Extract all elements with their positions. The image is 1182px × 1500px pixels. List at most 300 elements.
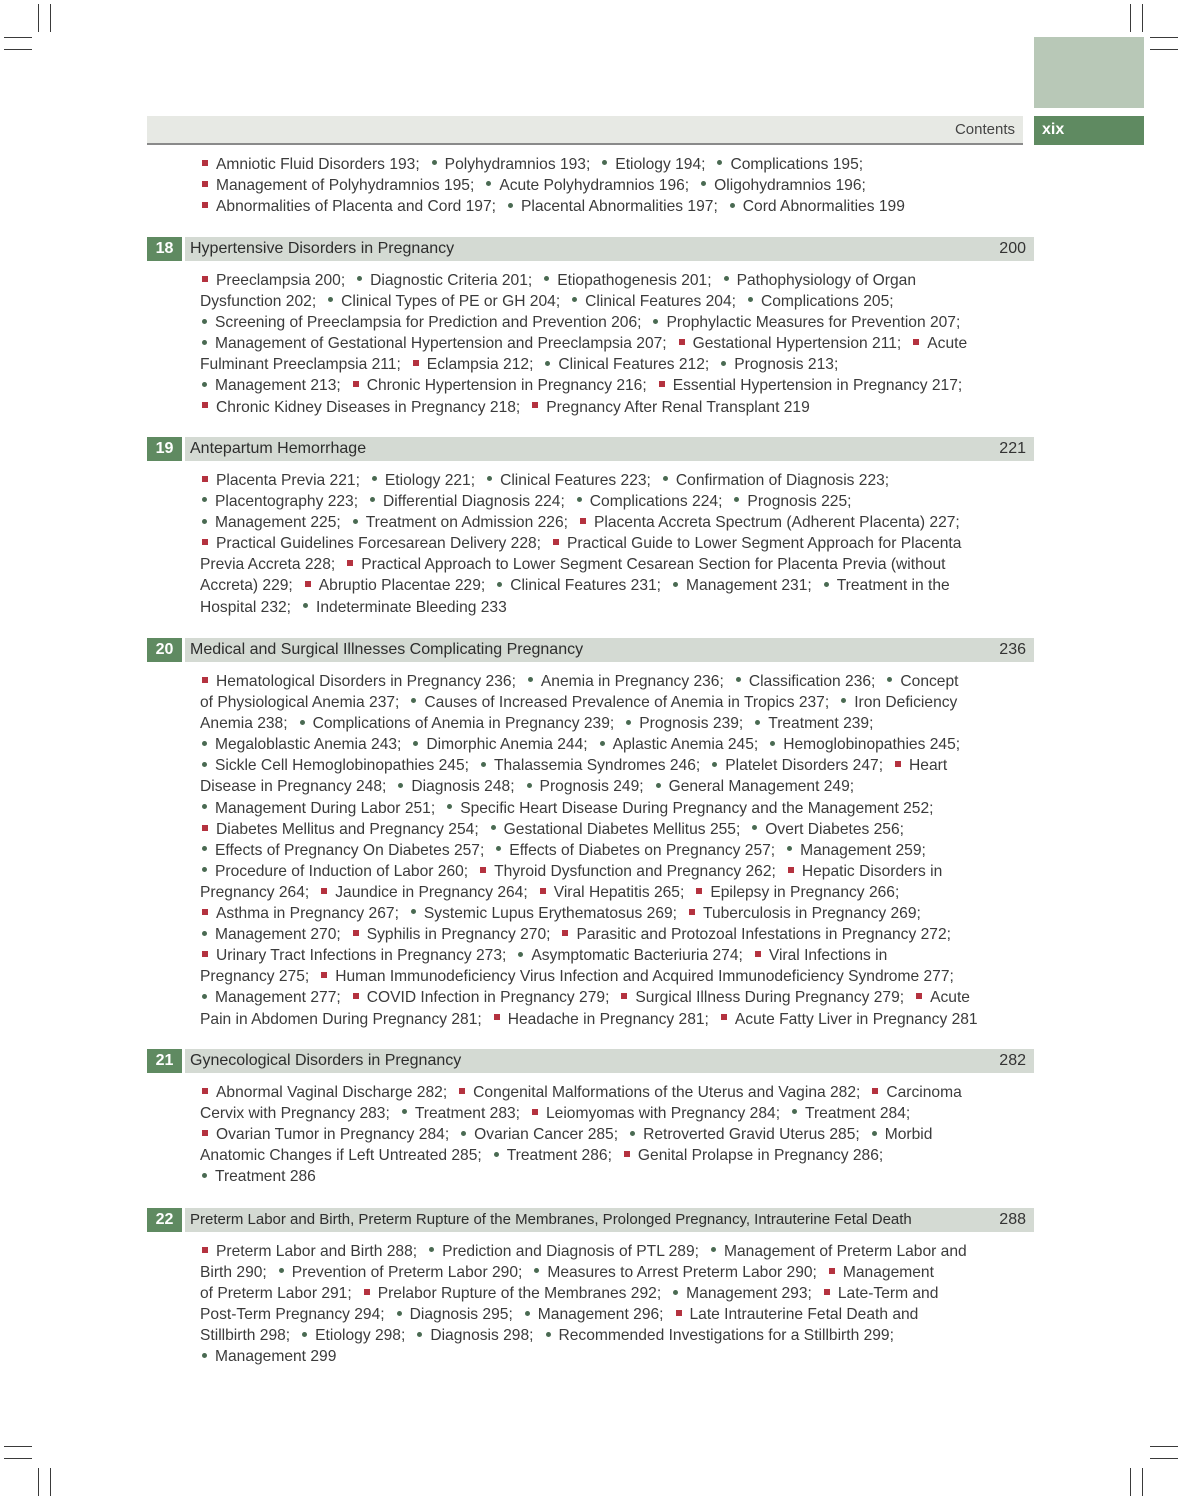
toc-entry: Acute Polyhydramnios 196; — [499, 177, 690, 195]
section-bullet-icon — [202, 825, 208, 831]
toc-entry-line — [200, 692, 1020, 713]
toc-entry-line — [200, 512, 1020, 533]
toc-entry: of Physiological Anemia 237; — [200, 694, 400, 712]
toc-entry: Etiopathogenesis 201; — [557, 272, 712, 289]
subsection-bullet-icon — [202, 762, 207, 767]
subsection-bullet-icon — [302, 1332, 307, 1337]
subsection-bullet-icon — [486, 181, 491, 186]
section-bullet-icon — [202, 951, 208, 957]
subsection-bullet-icon — [673, 1290, 678, 1295]
toc-entry: Tuberculosis in Pregnancy 269; — [703, 905, 921, 923]
subsection-bullet-icon — [545, 361, 550, 366]
toc-entry-line — [200, 734, 1020, 755]
subsection-bullet-icon — [673, 582, 678, 587]
toc-entry: Complications 224; — [589, 493, 723, 511]
crop-mark — [1150, 1446, 1178, 1447]
toc-entry: Headache in Pregnancy 281; — [507, 1010, 709, 1028]
toc-entry: Anatomic Changes if Left Untreated 285; — [200, 1147, 482, 1165]
subsection-bullet-icon — [770, 741, 775, 746]
toc-entry: Complications of Anemia in Pregnancy 239; — [312, 715, 615, 733]
subsection-bullet-icon — [487, 476, 492, 481]
toc-entry-line — [200, 554, 1020, 575]
toc-entry: Recommended Investigations for a Stillbirth 299; — [558, 1327, 894, 1345]
section-bullet-icon — [202, 1130, 208, 1136]
toc-entry: Preterm Labor and Birth 288; — [216, 1243, 418, 1260]
section-bullet-icon — [321, 972, 327, 978]
toc-entry: Diagnosis 295; — [409, 1306, 513, 1324]
section-bullet-icon — [532, 402, 538, 408]
subsection-bullet-icon — [202, 994, 207, 999]
section-bullet-icon — [202, 160, 208, 166]
toc-entry: Late-Term and — [837, 1285, 939, 1303]
subsection-bullet-icon — [787, 846, 792, 851]
toc-entry: Leiomyomas with Pregnancy 284; — [546, 1105, 781, 1123]
crop-mark — [50, 1468, 51, 1496]
toc-entry: Dysfunction 202; — [200, 293, 317, 311]
toc-entry-line — [200, 196, 1020, 217]
toc-entry: Thyroid Dysfunction and Pregnancy 262; — [494, 862, 776, 880]
section-bullet-icon — [553, 539, 559, 545]
subsection-bullet-icon — [653, 319, 658, 324]
toc-entry-line — [200, 533, 1020, 554]
section-bullet-icon — [202, 539, 208, 545]
section-label: Contents — [954, 121, 1015, 138]
section-bullet-icon — [696, 888, 702, 894]
toc-entry: Pregnancy 275; — [200, 968, 310, 986]
toc-entry: Stillbirth 298; — [200, 1327, 291, 1345]
subsection-bullet-icon — [397, 1311, 402, 1316]
toc-entry-line — [200, 903, 1020, 924]
toc-entry-line — [200, 1241, 1020, 1262]
subsection-bullet-icon — [202, 846, 207, 851]
toc-entry: Management of Gestational Hypertension and Preeclampsia 207; — [215, 335, 667, 353]
toc-entry-line — [200, 1304, 1020, 1325]
chapter-heading — [147, 437, 1034, 461]
toc-entry: Causes of Increased Prevalence of Anemia in Tropics 237; — [424, 694, 830, 712]
toc-entry: Procedure of Induction of Labor 260; — [215, 862, 469, 880]
toc-entry-line — [200, 1082, 1020, 1103]
toc-entry: Genital Prolapse in Pregnancy 286; — [637, 1147, 884, 1165]
chapter-heading — [147, 237, 1034, 261]
chapter-title-bar — [185, 437, 1034, 461]
toc-entry: Practical Approach to Lower Segment Cesarean Section for Placenta Previa (without — [361, 556, 946, 574]
subsection-bullet-icon — [663, 476, 668, 481]
chapter-title: Gynecological Disorders in Pregnancy — [190, 1052, 462, 1069]
chapter-title: Medical and Surgical Illnesses Complicating Pregnancy — [190, 641, 584, 658]
chapter-title-bar — [185, 1049, 1034, 1073]
subsection-bullet-icon — [546, 1332, 551, 1337]
toc-entry: Systemic Lupus Erythematosus 269; — [423, 905, 677, 923]
subsection-bullet-icon — [202, 382, 207, 387]
toc-entry: Cervix with Pregnancy 283; — [200, 1105, 390, 1123]
toc-entry-line — [200, 1103, 1020, 1124]
toc-entry: Ovarian Tumor in Pregnancy 284; — [216, 1126, 450, 1144]
subsection-bullet-icon — [432, 160, 437, 165]
toc-entry: Aplastic Anemia 245; — [612, 736, 759, 754]
toc-entry: Preeclampsia 200; — [216, 272, 346, 289]
subsection-bullet-icon — [372, 476, 377, 481]
toc-entry-line — [200, 776, 1020, 797]
chapter-number: 21 — [147, 1049, 182, 1073]
section-bullet-icon — [659, 381, 665, 387]
crop-mark — [38, 4, 39, 32]
toc-entry: Previa Accreta 228; — [200, 556, 336, 574]
subsection-bullet-icon — [734, 497, 739, 502]
subsection-bullet-icon — [544, 276, 549, 281]
toc-entry: Diagnosis 248; — [411, 778, 515, 796]
toc-entry: Prelabor Rupture of the Membranes 292; — [377, 1285, 662, 1303]
chapter-title-bar — [185, 638, 1034, 662]
subsection-bullet-icon — [755, 720, 760, 725]
page-number: xix — [1042, 121, 1065, 138]
subsection-bullet-icon — [370, 497, 375, 502]
subsection-bullet-icon — [721, 361, 726, 366]
toc-entry-line — [200, 945, 1020, 966]
subsection-bullet-icon — [202, 804, 207, 809]
toc-entry-line — [200, 1124, 1020, 1145]
toc-entry: Management of Polyhydramnios 195; — [216, 177, 475, 195]
toc-entry: Placental Abnormalities 197; — [521, 198, 718, 216]
toc-entry: Chronic Hypertension in Pregnancy 216; — [366, 377, 647, 395]
toc-entry-line — [200, 840, 1020, 861]
crop-mark — [50, 4, 51, 32]
toc-entry: Late Intrauterine Fetal Death and — [689, 1306, 919, 1324]
chapter-heading — [147, 1208, 1034, 1232]
section-bullet-icon — [788, 867, 794, 873]
section-bullet-icon — [321, 888, 327, 894]
toc-entry: Treatment 239; — [768, 715, 874, 733]
toc-entry-line — [200, 375, 1020, 396]
toc-entry: Anemia in Pregnancy 236; — [540, 673, 724, 690]
toc-entry: Complications 205; — [760, 293, 894, 311]
toc-entry-line — [200, 1009, 1020, 1030]
toc-entry: Diabetes Mellitus and Pregnancy 254; — [216, 820, 479, 838]
page-number-box — [1034, 116, 1144, 145]
toc-entry: Essential Hypertension in Pregnancy 217; — [672, 377, 963, 395]
toc-entry-line — [200, 861, 1020, 882]
toc-entry: Differential Diagnosis 224; — [383, 493, 565, 511]
toc-entry-line — [200, 1166, 1020, 1187]
section-bullet-icon — [202, 202, 208, 208]
subsection-bullet-icon — [497, 582, 502, 587]
toc-entry: Pathophysiology of Organ — [736, 272, 917, 289]
chapter-title-bar — [185, 1208, 1034, 1232]
toc-entry-line — [200, 987, 1020, 1008]
chapter-number: 20 — [147, 638, 182, 662]
toc-entry: Prophylactic Measures for Prevention 207; — [666, 314, 961, 332]
subsection-bullet-icon — [792, 1109, 797, 1114]
section-bullet-icon — [621, 993, 627, 999]
subsection-bullet-icon — [461, 1131, 466, 1136]
toc-entry: Eclampsia 212; — [426, 356, 534, 374]
chapter-entries — [200, 470, 1020, 618]
toc-entry: Treatment on Admission 226; — [365, 514, 568, 532]
toc-entry: Asymptomatic Bacteriuria 274; — [531, 947, 743, 965]
toc-entry: Specific Heart Disease During Pregnancy and the Management 252; — [460, 799, 934, 817]
crop-mark — [38, 1468, 39, 1496]
section-bullet-icon — [895, 761, 901, 767]
chapter-page: 288 — [999, 1211, 1026, 1228]
subsection-bullet-icon — [429, 1247, 434, 1252]
subsection-bullet-icon — [279, 1268, 284, 1273]
toc-entry: Fulminant Preeclampsia 211; — [200, 356, 401, 374]
toc-entry: Effects of Diabetes on Pregnancy 257; — [509, 841, 776, 859]
chapter-page: 221 — [999, 440, 1026, 457]
crop-mark — [4, 1446, 32, 1447]
subsection-bullet-icon — [202, 1173, 207, 1178]
chapter-number: 19 — [147, 437, 182, 461]
toc-entry: Morbid — [884, 1126, 933, 1144]
subsection-bullet-icon — [491, 825, 496, 830]
toc-entry: Management 259; — [800, 841, 926, 859]
toc-entry-line — [200, 470, 1020, 491]
chapter-page: 236 — [999, 641, 1026, 658]
subsection-bullet-icon — [411, 909, 416, 914]
section-bullet-icon — [202, 677, 208, 683]
section-bullet-icon — [347, 560, 353, 566]
toc-entry: Human Immunodeficiency Virus Infection and Acquired Immunodeficiency Syndrome 277; — [335, 968, 954, 986]
subsection-bullet-icon — [711, 1247, 716, 1252]
chapter-title-bar — [185, 237, 1034, 261]
toc-entry: Prevention of Preterm Labor 290; — [291, 1264, 523, 1282]
subsection-bullet-icon — [447, 804, 452, 809]
toc-entry: Platelet Disorders 247; — [725, 757, 884, 775]
toc-entry: Abnormalities of Placenta and Cord 197; — [216, 198, 496, 216]
toc-entry: Anemia 238; — [200, 715, 288, 733]
toc-entry: Pregnancy After Renal Transplant 219 — [546, 398, 810, 416]
subsection-bullet-icon — [572, 297, 577, 302]
toc-entry: Management 296; — [537, 1306, 664, 1324]
toc-entry: Etiology 298; — [315, 1327, 406, 1345]
toc-entry: Surgical Illness During Pregnancy 279; — [635, 989, 905, 1007]
toc-entry-line — [200, 291, 1020, 312]
toc-entry: Placentography 223; — [215, 493, 359, 511]
section-bullet-icon — [689, 909, 695, 915]
subsection-bullet-icon — [748, 297, 753, 302]
running-header — [147, 116, 1023, 145]
toc-entry: Clinical Features 231; — [510, 577, 662, 595]
toc-entry: Jaundice in Pregnancy 264; — [335, 883, 528, 901]
subsection-bullet-icon — [202, 519, 207, 524]
section-bullet-icon — [459, 1088, 465, 1094]
section-bullet-icon — [721, 1014, 727, 1020]
preamble-entries — [200, 154, 1020, 217]
chapter-number: 22 — [147, 1208, 182, 1232]
crop-mark — [1142, 4, 1143, 32]
section-bullet-icon — [562, 930, 568, 936]
toc-entry-line — [200, 354, 1020, 375]
section-bullet-icon — [480, 867, 486, 873]
toc-entry: Placenta Previa 221; — [216, 472, 360, 489]
crop-mark — [1130, 4, 1131, 32]
section-bullet-icon — [824, 1289, 830, 1295]
crop-mark — [1150, 1458, 1178, 1459]
chapter-title: Hypertensive Disorders in Pregnancy — [190, 240, 455, 257]
toc-entry: Heart — [909, 757, 948, 775]
subsection-bullet-icon — [600, 741, 605, 746]
toc-entry: Disease in Pregnancy 248; — [200, 778, 387, 796]
subsection-bullet-icon — [752, 825, 757, 830]
subsection-bullet-icon — [872, 1131, 877, 1136]
toc-entry: Ovarian Cancer 285; — [474, 1126, 619, 1144]
toc-entry: Congenital Malformations of the Uterus and Vagina 282; — [473, 1084, 861, 1101]
toc-entry-line — [200, 1346, 1020, 1367]
toc-entry: Screening of Preeclampsia for Prediction and Prevention 206; — [215, 314, 642, 332]
crop-mark — [1142, 1468, 1143, 1496]
toc-entry: Measures to Arrest Preterm Labor 290; — [547, 1264, 817, 1282]
toc-entry: Post-Term Pregnancy 294; — [200, 1306, 385, 1324]
section-bullet-icon — [202, 476, 208, 482]
subsection-bullet-icon — [496, 846, 501, 851]
section-bullet-icon — [872, 1088, 878, 1094]
section-bullet-icon — [202, 909, 208, 915]
subsection-bullet-icon — [494, 1152, 499, 1157]
chapter-entries — [200, 1241, 1020, 1368]
crop-mark — [1130, 1468, 1131, 1496]
section-bullet-icon — [353, 930, 359, 936]
toc-entry: Accreta) 229; — [200, 577, 293, 595]
toc-entry-line — [200, 1262, 1020, 1283]
toc-entry: Hemoglobinopathies 245; — [783, 736, 961, 754]
subsection-bullet-icon — [398, 783, 403, 788]
toc-entry: Pain in Abdomen During Pregnancy 281; — [200, 1010, 482, 1028]
subsection-bullet-icon — [577, 497, 582, 502]
toc-entry: Acute — [930, 989, 970, 1007]
toc-entry: Confirmation of Diagnosis 223; — [675, 472, 890, 489]
toc-entry-line — [200, 755, 1020, 776]
toc-entry: Management of Preterm Labor and — [723, 1243, 967, 1260]
subsection-bullet-icon — [303, 603, 308, 608]
toc-entry: Asthma in Pregnancy 267; — [216, 905, 399, 923]
subsection-bullet-icon — [202, 931, 207, 936]
subsection-bullet-icon — [413, 741, 418, 746]
subsection-bullet-icon — [202, 319, 207, 324]
section-bullet-icon — [676, 1310, 682, 1316]
section-bullet-icon — [353, 381, 359, 387]
section-bullet-icon — [364, 1289, 370, 1295]
chapter-number: 18 — [147, 237, 182, 261]
toc-entry: Clinical Features 204; — [585, 293, 736, 311]
toc-entry: Sickle Cell Hemoglobinopathies 245; — [215, 757, 469, 775]
toc-entry: Classification 236; — [748, 673, 876, 690]
subsection-bullet-icon — [528, 677, 533, 682]
toc-entry: Prognosis 225; — [747, 493, 852, 511]
section-bullet-icon — [913, 339, 919, 345]
toc-entry: Retroverted Gravid Uterus 285; — [643, 1126, 860, 1144]
toc-entry: Iron Deficiency — [854, 694, 958, 712]
section-bullet-icon — [202, 181, 208, 187]
chapter-entries — [200, 671, 1020, 1030]
subsection-bullet-icon — [730, 203, 735, 208]
toc-entry: Clinical Features 212; — [558, 356, 710, 374]
toc-entry: Practical Guide to Lower Segment Approach for Placenta — [567, 535, 962, 553]
section-bullet-icon — [494, 1014, 500, 1020]
toc-entry: Concept — [900, 673, 959, 690]
toc-entry-line — [200, 882, 1020, 903]
toc-entry: Abnormal Vaginal Discharge 282; — [216, 1084, 448, 1101]
subsection-bullet-icon — [481, 762, 486, 767]
subsection-bullet-icon — [630, 1131, 635, 1136]
toc-entry-line — [200, 575, 1020, 596]
toc-entry: Hepatic Disorders in — [801, 862, 943, 880]
toc-entry: Gestational Hypertension 211; — [692, 335, 902, 353]
subsection-bullet-icon — [656, 783, 661, 788]
subsection-bullet-icon — [534, 1268, 539, 1273]
subsection-bullet-icon — [202, 741, 207, 746]
toc-entry: Placenta Accreta Spectrum (Adherent Placenta) 227; — [593, 514, 960, 532]
toc-entry: Management 270; — [215, 926, 341, 944]
toc-entry: Carcinoma — [886, 1084, 962, 1101]
subsection-bullet-icon — [712, 762, 717, 767]
subsection-bullet-icon — [527, 783, 532, 788]
subsection-bullet-icon — [202, 1353, 207, 1358]
toc-entry-line — [200, 397, 1020, 418]
section-bullet-icon — [755, 951, 761, 957]
toc-entry: Etiology 221; — [384, 472, 476, 489]
toc-entry: Management 293; — [686, 1285, 812, 1303]
subsection-bullet-icon — [525, 1311, 530, 1316]
toc-entry: Chronic Kidney Diseases in Pregnancy 218; — [216, 398, 521, 416]
toc-entry: Urinary Tract Infections in Pregnancy 273; — [216, 947, 507, 965]
section-bullet-icon — [829, 1268, 835, 1274]
toc-entry: Viral Hepatitis 265; — [553, 883, 685, 901]
toc-entry: Prognosis 213; — [734, 356, 839, 374]
section-bullet-icon — [202, 276, 208, 282]
toc-entry: Treatment 286; — [506, 1147, 612, 1165]
crop-mark — [1150, 49, 1178, 50]
toc-entry: COVID Infection in Pregnancy 279; — [366, 989, 610, 1007]
subsection-bullet-icon — [724, 276, 729, 281]
toc-entry: Acute — [927, 335, 968, 353]
chapter-title: Preterm Labor and Birth, Preterm Rupture of the Membranes, Prolonged Pregnancy, Intrauterine Fetal Death — [190, 1211, 912, 1228]
subsection-bullet-icon — [824, 582, 829, 587]
chapter-page: 282 — [999, 1052, 1026, 1069]
crop-mark — [1150, 37, 1178, 38]
toc-entry: Complications 195; — [730, 156, 864, 173]
toc-entry-line — [200, 671, 1020, 692]
toc-entry: Treatment 283; — [414, 1105, 520, 1123]
toc-entry: Thalassemia Syndromes 246; — [493, 757, 701, 775]
subsection-bullet-icon — [626, 720, 631, 725]
toc-entry: Polyhydramnios 193; — [444, 156, 591, 173]
toc-entry: Birth 290; — [200, 1264, 267, 1282]
section-bullet-icon — [202, 402, 208, 408]
subsection-bullet-icon — [602, 160, 607, 165]
toc-entry: Prognosis 239; — [639, 715, 744, 733]
section-bullet-icon — [624, 1151, 630, 1157]
subsection-bullet-icon — [353, 519, 358, 524]
toc-entry: Diagnostic Criteria 201; — [370, 272, 533, 289]
subsection-bullet-icon — [402, 1109, 407, 1114]
toc-entry-line — [200, 312, 1020, 333]
toc-entry: Syphilis in Pregnancy 270; — [366, 926, 551, 944]
toc-entry-line — [200, 597, 1020, 618]
subsection-bullet-icon — [411, 698, 416, 703]
toc-entry: Management 231; — [686, 577, 812, 595]
toc-entry: Cord Abnormalities 199 — [742, 198, 905, 216]
toc-entry: Management 213; — [215, 377, 341, 395]
toc-entry: Megaloblastic Anemia 243; — [215, 736, 402, 754]
toc-entry-line — [200, 333, 1020, 354]
toc-entry: Dimorphic Anemia 244; — [426, 736, 588, 754]
crop-mark — [4, 37, 32, 38]
subsection-bullet-icon — [887, 677, 892, 682]
toc-entry: Oligohydramnios 196; — [714, 177, 866, 195]
toc-entry: Abruptio Placentae 229; — [318, 577, 486, 595]
section-bullet-icon — [202, 1088, 208, 1094]
toc-entry-line — [200, 966, 1020, 987]
subsection-bullet-icon — [717, 160, 722, 165]
